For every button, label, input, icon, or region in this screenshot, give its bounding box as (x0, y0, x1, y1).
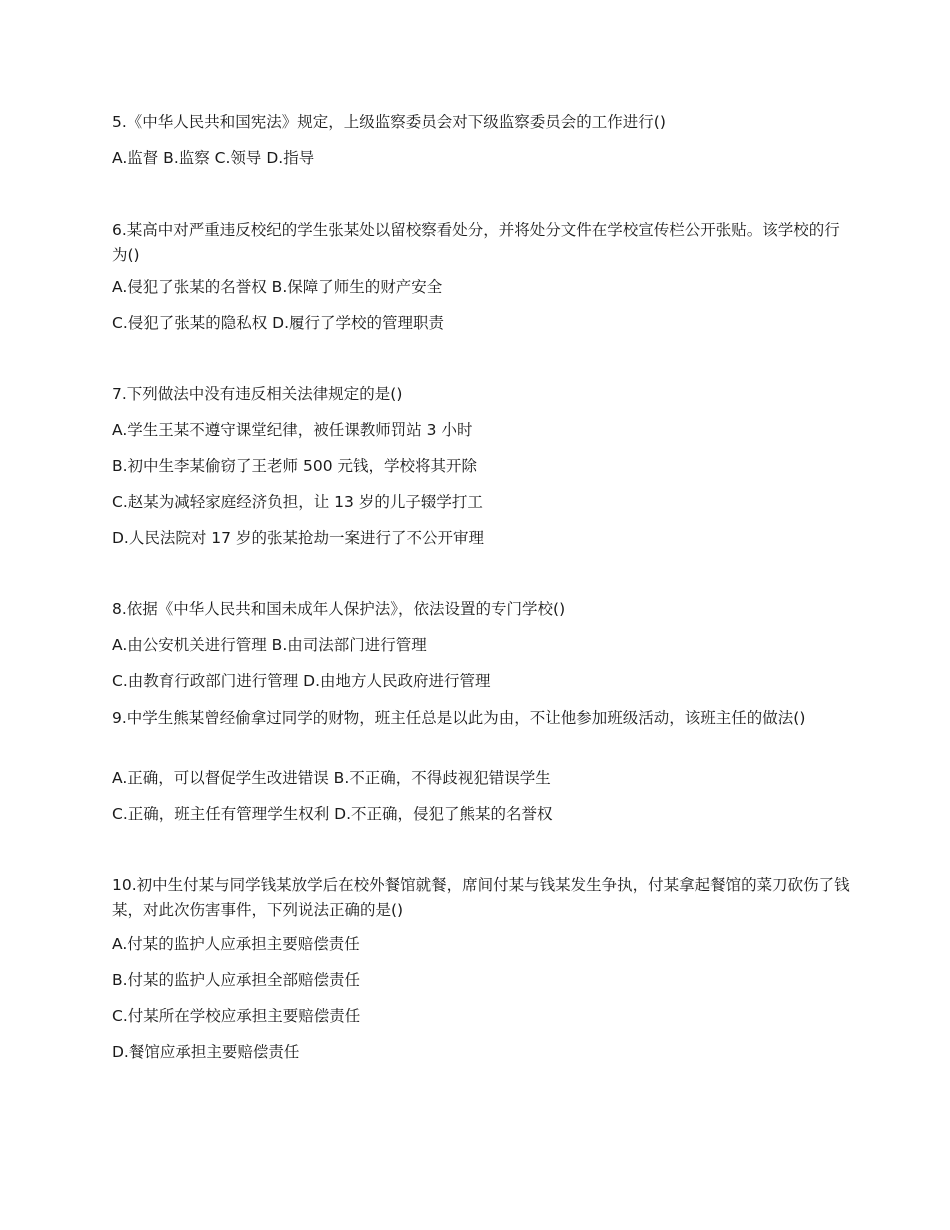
option-line: A.付某的监护人应承担主要赔偿责任 (112, 935, 360, 953)
option-line: B.初中生李某偷窃了王老师 500 元钱，学校将其开除 (112, 457, 478, 475)
question-9 (112, 706, 852, 823)
question-stem: 5.《中华人民共和国宪法》规定，上级监察委员会对下级监察委员会的工作进行() (112, 113, 666, 131)
option-line: A.正确，可以督促学生改进错误 B.不正确，不得歧视犯错误学生 (112, 769, 551, 787)
option-line: C.正确，班主任有管理学生权利 D.不正确，侵犯了熊某的名誉权 (112, 805, 553, 823)
option-line: A.由公安机关进行管理 B.由司法部门进行管理 (112, 636, 427, 654)
question-stem: 8.依据《中华人民共和国未成年人保护法》，依法设置的专门学校() (112, 600, 566, 618)
option-line: C.付某所在学校应承担主要赔偿责任 (112, 1007, 361, 1025)
option-line: A.监督 B.监察 C.领导 D.指导 (112, 149, 315, 167)
question-8 (112, 597, 852, 690)
question-stem: 7.下列做法中没有违反相关法律规定的是() (112, 385, 403, 403)
option-line: D.人民法院对 17 岁的张某抢劫一案进行了不公开审理 (112, 529, 484, 547)
question-stem: 10.初中生付某与同学钱某放学后在校外餐馆就餐，席间付某与钱某发生争执，付某拿起餐馆的菜刀砍伤了钱某，对此次伤害事件，下列说法正确的是() (112, 876, 850, 919)
question-stem: 6.某高中对严重违反校纪的学生张某处以留校察看处分，并将处分文件在学校宣传栏公开张贴。该学校的行为() (112, 221, 840, 264)
option-line: C.赵某为减轻家庭经济负担，让 13 岁的儿子辍学打工 (112, 493, 483, 511)
question-6 (112, 218, 852, 332)
option-line: C.侵犯了张某的隐私权 D.履行了学校的管理职责 (112, 314, 445, 332)
question-10 (112, 873, 852, 1061)
option-line: A.侵犯了张某的名誉权 B.保障了师生的财产安全 (112, 278, 443, 296)
option-line: A.学生王某不遵守课堂纪律，被任课教师罚站 3 小时 (112, 421, 473, 439)
question-5 (112, 110, 852, 167)
question-stem: 9.中学生熊某曾经偷拿过同学的财物，班主任总是以此为由，不让他参加班级活动，该班主任的做法() (112, 709, 806, 727)
option-line: D.餐馆应承担主要赔偿责任 (112, 1043, 300, 1061)
option-line: B.付某的监护人应承担全部赔偿责任 (112, 971, 361, 989)
option-line: C.由教育行政部门进行管理 D.由地方人民政府进行管理 (112, 672, 491, 690)
question-7 (112, 382, 852, 547)
